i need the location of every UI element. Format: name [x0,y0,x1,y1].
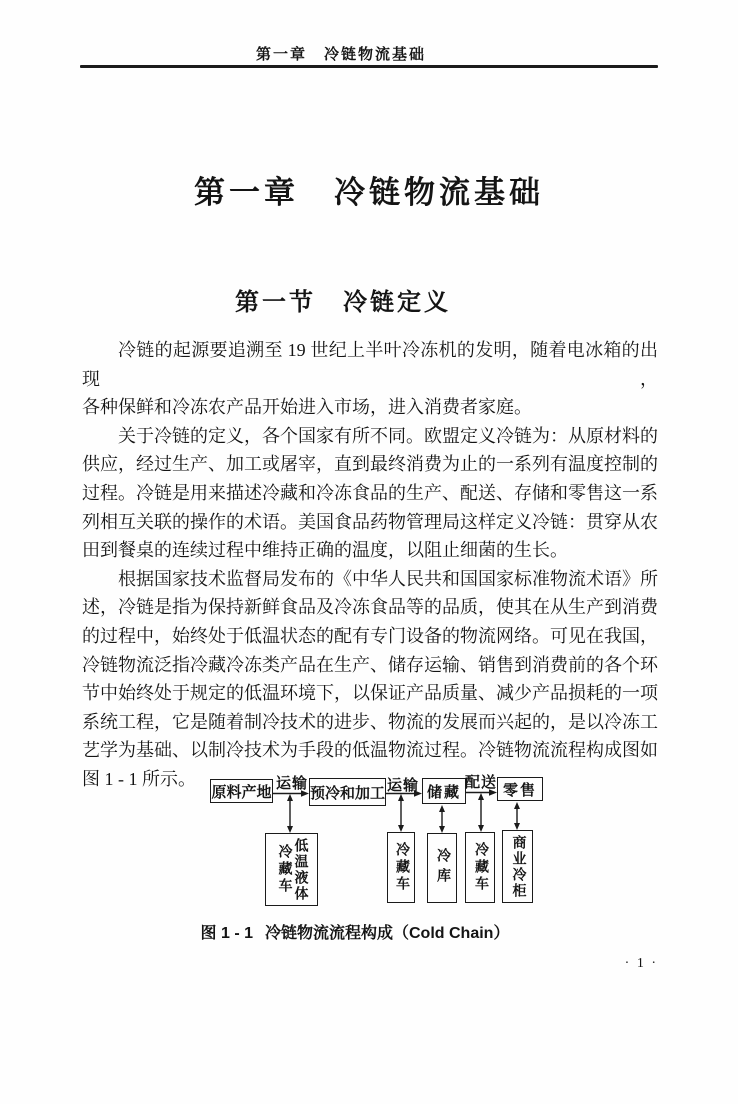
flow-label-distribution: 配送 [465,775,498,791]
equipment-box-refrigerated-truck [387,832,415,903]
body-line: 过程。冷链是用来描述冷藏和冷冻食品的生产、配送、存储和零售这一系 [82,482,658,503]
cold-chain-flow-diagram [205,768,545,918]
flow-box-origin: 原料产地 [210,779,273,803]
flow-box-storage: 储藏 [422,778,466,804]
equipment-text: 冷藏车 [473,842,488,893]
body-line: 艺学为基础、以制冷技术为手段的低温物流过程。冷链物流流程构成图如 [82,740,658,761]
figure-caption-text: 冷链物流流程构成（Cold Chain） [265,925,510,942]
equipment-text-refrigerated-truck: 冷藏车 [276,844,292,895]
figure-caption [0,920,724,943]
running-head: 第一章 冷链物流基础 [255,46,426,63]
equipment-text: 商业冷柜 [510,834,526,899]
body-line: 冷链的起源要追溯至 19 世纪上半叶冷冻机的发明，随着电冰箱的出现， [82,340,658,389]
body-line: 系统工程，它是随着制冷技术的进步、物流的发展而兴起的，是以冷冻工 [82,711,658,732]
equipment-box-cold-storage [427,833,457,903]
equipment-text: 冷库 [435,848,450,888]
body-line: 田到餐桌的连续过程中维持正确的温度，以阻止细菌的生长。 [82,540,568,561]
flow-label-transport-2: 运输 [387,778,420,794]
page-number: · 1 · [624,956,658,971]
body-line: 列相互关联的操作的术语。美国食品药物管理局这样定义冷链：贯穿从农 [82,511,658,532]
header-rule [80,65,658,68]
body-line: 根据国家技术监督局发布的《中华人民共和国国家标准物流术语》所 [118,568,658,589]
body-text [82,336,658,794]
equipment-text: 冷藏车 [394,842,409,893]
flow-box-retail: 零售 [497,777,543,801]
flow-box-precool: 预冷和加工 [309,778,386,806]
equipment-box-refrigerated-truck-lowtemp-liquid [265,833,318,906]
equipment-text-lowtemp-liquid: 低温液体 [292,837,308,902]
body-line: 冷链物流泛指冷藏冷冻类产品在生产、储存运输、销售到消费前的各个环 [82,654,658,675]
body-line: 图 1 - 1 所示。 [82,768,196,789]
flow-label-transport-1: 运输 [276,776,309,792]
figure-caption-label: 图 1 - 1 [200,925,253,942]
section-title: 第一节 冷链定义 [235,289,451,316]
body-line: 节中始终处于规定的低温环境下，以保证产品质量、减少产品损耗的一项 [82,683,658,704]
equipment-box-commercial-freezer [502,830,533,903]
chapter-title: 第一章 冷链物流基础 [194,175,544,210]
equipment-box-refrigerated-truck-2 [465,832,495,903]
body-line: 述，冷链是指为保持新鲜食品及冷冻食品等的品质，使其在从生产到消费 [82,597,658,618]
body-line: 关于冷链的定义，各个国家有所不同。欧盟定义冷链为：从原材料的 [118,425,658,446]
body-line: 供应，经过生产、加工或屠宰，直到最终消费为止的一系列有温度控制的 [82,454,658,475]
body-line: 的过程中，始终处于低温状态的配有专门设备的物流网络。可见在我国， [82,625,658,646]
body-line: 各种保鲜和冷冻农产品开始进入市场，进入消费者家庭。 [82,397,532,418]
